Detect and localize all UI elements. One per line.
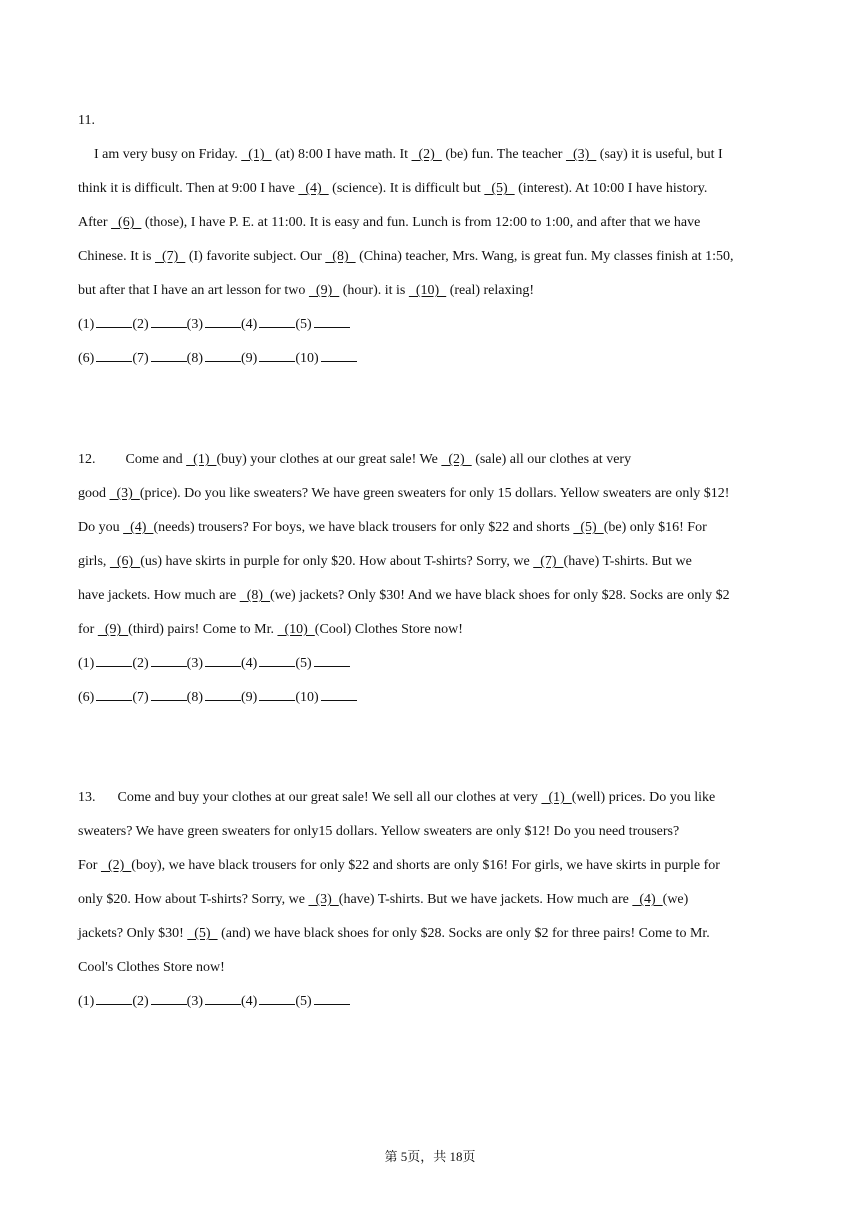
passage-text: girls, <box>78 554 110 569</box>
passage-text: (boy), we have black trousers for only $22 and shorts are only $16! For girls, we have skirts in purple for <box>131 858 720 873</box>
answer-label: (3) <box>186 317 203 332</box>
passage-line <box>78 274 790 308</box>
answer-label: (1) <box>78 656 95 671</box>
answer-label: (3) <box>186 656 203 671</box>
answer-blank[interactable] <box>205 686 241 701</box>
question-12 <box>78 443 790 715</box>
passage-text: good <box>78 486 110 501</box>
answer-blank[interactable] <box>259 652 295 667</box>
answer-blank[interactable] <box>259 990 295 1005</box>
answer-row <box>78 308 790 342</box>
answer-label: (6) <box>78 351 95 366</box>
question-number: 12. <box>78 452 96 467</box>
answer-item <box>295 681 356 715</box>
passage-line <box>78 138 790 172</box>
answer-item <box>78 681 132 715</box>
passage-text: (us) have skirts in purple for only $20. How about T-shirts? Sorry, we <box>140 554 534 569</box>
passage-line <box>78 849 790 883</box>
answer-blank[interactable] <box>205 313 241 328</box>
answer-item <box>187 681 241 715</box>
passage-line <box>78 545 790 579</box>
answer-item <box>187 308 241 342</box>
answer-label: (2) <box>132 656 149 671</box>
answer-label: (5) <box>295 656 312 671</box>
passage-text: Chinese. It is <box>78 249 155 264</box>
answer-blank[interactable] <box>205 990 241 1005</box>
passage-text: (real) relaxing! <box>446 283 535 298</box>
answer-item <box>132 647 186 681</box>
passage-line <box>78 172 790 206</box>
answer-lines <box>78 647 790 715</box>
passage <box>78 138 790 308</box>
passage-text: (have) T-shirts. But we <box>563 554 692 569</box>
answer-label: (8) <box>186 351 203 366</box>
answer-blank[interactable] <box>259 686 295 701</box>
answer-item <box>78 308 132 342</box>
answer-blank[interactable] <box>96 313 132 328</box>
fill-blank[interactable]: (7) <box>533 554 564 569</box>
passage-line <box>78 240 790 274</box>
passage-text: (third) pairs! Come to Mr. <box>128 622 278 637</box>
answer-blank[interactable] <box>314 990 350 1005</box>
passage-text: (have) T-shirts. But we have jackets. How much are <box>338 892 633 907</box>
answer-row <box>78 681 790 715</box>
passage-text: Cool's Clothes Store now! <box>78 960 225 975</box>
answer-lines <box>78 985 790 1019</box>
fill-blank[interactable]: (4) <box>298 181 329 196</box>
passage-line <box>78 917 790 951</box>
passage-text: Come and <box>125 452 187 467</box>
passage-text: (buy) your clothes at our great sale! We <box>216 452 442 467</box>
fill-blank[interactable]: (4) <box>123 520 154 535</box>
passage-text: sweaters? We have green sweaters for only15 dollars. Yellow sweaters are only $12! Do you need trousers? <box>78 824 680 839</box>
answer-item <box>132 308 186 342</box>
answer-blank[interactable] <box>314 652 350 667</box>
passage-text: (sale) all our clothes at very <box>471 452 632 467</box>
passage-line <box>78 781 790 815</box>
passage-text: (well) prices. Do you like <box>571 790 716 805</box>
fill-blank[interactable]: (6) <box>111 215 142 230</box>
answer-blank[interactable] <box>205 347 241 362</box>
fill-blank[interactable]: (5) <box>484 181 515 196</box>
answer-label: (1) <box>78 317 95 332</box>
answer-item <box>132 681 186 715</box>
fill-blank[interactable]: (8) <box>325 249 356 264</box>
fill-blank[interactable]: (2) <box>441 452 472 467</box>
answer-blank[interactable] <box>259 313 295 328</box>
answer-blank[interactable] <box>314 313 350 328</box>
answer-label: (2) <box>132 994 149 1009</box>
fill-blank[interactable]: (5) <box>187 926 218 941</box>
answer-blank[interactable] <box>151 347 187 362</box>
passage-text: (be) fun. The teacher <box>441 147 566 162</box>
answer-item <box>295 308 349 342</box>
answer-label: (3) <box>186 994 203 1009</box>
passage-text: (hour). it is <box>339 283 409 298</box>
answer-label: (4) <box>240 317 258 332</box>
answer-label: (1) <box>78 994 95 1009</box>
fill-blank[interactable]: (2) <box>100 858 132 873</box>
answer-item <box>187 985 241 1019</box>
passage-line <box>78 951 790 985</box>
fill-blank[interactable]: (8) <box>239 588 271 603</box>
answer-label: (8) <box>186 690 203 705</box>
answer-blank[interactable] <box>205 652 241 667</box>
answer-label: (9) <box>240 351 258 366</box>
passage-line <box>78 815 790 849</box>
answer-blank[interactable] <box>96 347 132 362</box>
answer-item <box>295 647 349 681</box>
answer-blank[interactable] <box>96 990 132 1005</box>
passage-text: (we) jackets? Only $30! And we have black shoes for only $28. Socks are only $2 <box>270 588 730 603</box>
answer-label: (6) <box>78 690 95 705</box>
passage-text: I am very busy on Friday. <box>94 147 242 162</box>
answer-item <box>295 342 356 376</box>
answer-blank[interactable] <box>259 347 295 362</box>
fill-blank[interactable]: (9) <box>97 622 129 637</box>
passage-text: Come and buy your clothes at our great sale! We sell all our clothes at very <box>117 790 542 805</box>
answer-row <box>78 342 790 376</box>
fill-blank[interactable]: (1) <box>186 452 217 467</box>
answer-blank[interactable] <box>151 990 187 1005</box>
passage-text: For <box>78 858 101 873</box>
passage-line <box>78 477 790 511</box>
fill-blank[interactable]: (3) <box>308 892 339 907</box>
answer-label: (10) <box>295 690 319 705</box>
fill-blank[interactable]: (2) <box>411 147 442 162</box>
passage-text: After <box>78 215 112 230</box>
answer-blank[interactable] <box>151 652 187 667</box>
answer-item <box>241 985 295 1019</box>
fill-blank[interactable]: (1) <box>241 147 272 162</box>
question-number: 13. <box>78 790 96 805</box>
question-number: 11. <box>78 113 95 128</box>
question-13 <box>78 781 790 1019</box>
passage-text: for <box>78 622 98 637</box>
passage-text: (science). It is difficult but <box>328 181 485 196</box>
page-footer: 第 5页，共 18页 <box>384 1149 476 1164</box>
passage-line <box>78 613 790 647</box>
answer-item <box>295 985 349 1019</box>
answer-item <box>132 985 186 1019</box>
answer-blank[interactable] <box>96 686 132 701</box>
fill-blank[interactable]: (6) <box>109 554 141 569</box>
answer-item <box>187 647 241 681</box>
answer-blank[interactable] <box>151 686 187 701</box>
fill-blank[interactable]: (3) <box>565 147 597 162</box>
fill-blank[interactable]: (5) <box>573 520 604 535</box>
answer-row <box>78 985 790 1019</box>
answer-label: (7) <box>132 690 149 705</box>
passage-line <box>78 579 790 613</box>
answer-label: (4) <box>240 994 258 1009</box>
answer-item <box>241 647 295 681</box>
answer-blank[interactable] <box>96 652 132 667</box>
answer-blank[interactable] <box>151 313 187 328</box>
passage-line <box>78 206 790 240</box>
fill-blank[interactable]: (1) <box>541 790 572 805</box>
passage-line <box>78 511 790 545</box>
passage-text: only $20. How about T-shirts? Sorry, we <box>78 892 309 907</box>
answer-item <box>187 342 241 376</box>
answer-blank[interactable] <box>321 347 357 362</box>
passage-text: (interest). At 10:00 I have history. <box>514 181 708 196</box>
passage <box>78 781 790 985</box>
answer-lines <box>78 308 790 376</box>
answer-label: (10) <box>295 351 319 366</box>
passage-text: (Cool) Clothes Store now! <box>314 622 463 637</box>
answer-item <box>78 647 132 681</box>
passage-text: Do you <box>78 520 124 535</box>
answer-blank[interactable] <box>321 686 357 701</box>
fill-blank[interactable]: (3) <box>109 486 140 501</box>
passage-text: (at) 8:00 I have math. It <box>271 147 412 162</box>
passage-text: (those), I have P. E. at 11:00. It is easy and fun. Lunch is from 12:00 to 1:00, and after that we have <box>141 215 701 230</box>
question-11 <box>78 104 790 376</box>
passage-text: but after that I have an art lesson for two <box>78 283 309 298</box>
passage-text: (and) we have black shoes for only $28. Socks are only $2 for three pairs! Come to Mr. <box>217 926 710 941</box>
passage-text: (needs) trousers? For boys, we have black trousers for only $22 and shorts <box>153 520 574 535</box>
answer-label: (4) <box>240 656 258 671</box>
passage-text: jackets? Only $30! <box>78 926 188 941</box>
passage-text: (say) it is useful, but I <box>596 147 723 162</box>
answer-item <box>132 342 186 376</box>
answer-item <box>78 342 132 376</box>
passage <box>78 443 790 647</box>
passage-text: (price). Do you like sweaters? We have green sweaters for only 15 dollars. Yellow sweaters are only $12! <box>139 486 730 501</box>
passage-text: (I) favorite subject. Our <box>185 249 326 264</box>
answer-item <box>241 308 295 342</box>
fill-blank[interactable]: (7) <box>155 249 186 264</box>
passage-line <box>78 443 790 477</box>
passage-text: (we) <box>662 892 689 907</box>
answer-label: (5) <box>295 994 312 1009</box>
answer-item <box>241 681 295 715</box>
fill-blank[interactable]: (4) <box>632 892 663 907</box>
answer-row <box>78 647 790 681</box>
answer-label: (7) <box>132 351 149 366</box>
passage-line <box>78 883 790 917</box>
answer-label: (5) <box>295 317 312 332</box>
fill-blank[interactable]: (9) <box>308 283 340 298</box>
answer-item <box>241 342 295 376</box>
passage-text: (be) only $16! For <box>603 520 707 535</box>
answer-label: (2) <box>132 317 149 332</box>
answer-item <box>78 985 132 1019</box>
answer-label: (9) <box>240 690 258 705</box>
passage-text: think it is difficult. Then at 9:00 I have <box>78 181 299 196</box>
passage-text: have jackets. How much are <box>78 588 240 603</box>
fill-blank[interactable]: (10) <box>277 622 315 637</box>
passage-text: (China) teacher, Mrs. Wang, is great fun. My classes finish at 1:50, <box>355 249 734 264</box>
fill-blank[interactable]: (10) <box>408 283 447 298</box>
